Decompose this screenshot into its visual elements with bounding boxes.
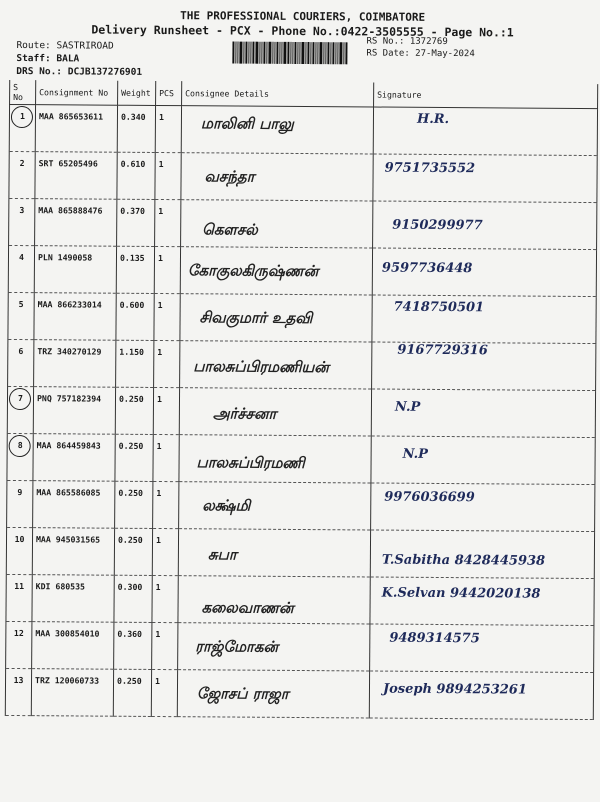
row-pcs: 1 bbox=[153, 434, 179, 481]
table-row bbox=[6, 621, 594, 672]
row-consignee: ஜோசப் ராஜா bbox=[196, 684, 289, 703]
row-consignee: கோகுலகிருஷ்ணன் bbox=[187, 261, 319, 281]
table-row bbox=[8, 292, 596, 343]
table-row bbox=[9, 198, 597, 249]
row-weight: 0.600 bbox=[116, 293, 154, 340]
row-consignee: கலைவாணன் bbox=[201, 598, 294, 617]
row-sno: 9 bbox=[17, 487, 23, 498]
row-signature: K.Selvan 9442020138 bbox=[381, 585, 541, 602]
row-consignment-no: MAA 865888476 bbox=[35, 199, 117, 247]
row-signature: N.P bbox=[394, 399, 421, 415]
row-signature: 9976036699 bbox=[384, 489, 475, 506]
row-consignment-no: MAA 866233014 bbox=[34, 293, 116, 341]
row-consignee: மாலினி பாலு bbox=[200, 114, 294, 133]
row-consignment-no: TRZ 340270129 bbox=[34, 340, 116, 388]
row-weight: 0.250 bbox=[115, 481, 153, 528]
table-row bbox=[9, 151, 597, 202]
row-pcs: 1 bbox=[153, 387, 179, 434]
col-header-weight: Weight bbox=[118, 81, 156, 106]
table-row bbox=[7, 433, 595, 484]
col-header-consignee: Consignee Details bbox=[182, 81, 374, 107]
table-row bbox=[8, 245, 596, 296]
staff-label: Staff: BALA bbox=[16, 53, 80, 65]
row-consignee: சிவகுமார் உதவி bbox=[199, 308, 313, 328]
row-sno: 3 bbox=[19, 205, 25, 216]
row-weight: 0.370 bbox=[117, 199, 155, 246]
row-weight: 0.360 bbox=[114, 622, 152, 669]
row-weight: 0.250 bbox=[114, 528, 152, 575]
row-consignee: ராஜ்மோகன் bbox=[195, 637, 279, 656]
row-consignee: லக்ஷ்மி bbox=[202, 496, 251, 515]
row-weight: 0.250 bbox=[113, 669, 151, 716]
runsheet-title: Delivery Runsheet - PCX - Phone No.:0422-3505555 - Page No.:1 bbox=[91, 22, 514, 40]
col-header-consignment: Consignment No bbox=[36, 80, 118, 105]
row-sno: 6 bbox=[18, 346, 24, 357]
row-pcs: 1 bbox=[154, 246, 180, 293]
row-sno: 5 bbox=[18, 299, 24, 310]
row-signature: Joseph 9894253261 bbox=[382, 681, 527, 698]
rs-date: RS Date: 27-May-2024 bbox=[366, 48, 475, 60]
row-consignee: வசந்தா bbox=[204, 167, 255, 186]
row-weight: 0.250 bbox=[115, 434, 153, 481]
row-consignment-no: PNQ 757182394 bbox=[33, 387, 115, 435]
row-sno: 11 bbox=[14, 581, 25, 592]
barcode bbox=[232, 42, 358, 65]
row-consignment-no: KDI 680535 bbox=[32, 575, 114, 623]
row-signature: 9597736448 bbox=[381, 260, 473, 277]
row-pcs: 1 bbox=[152, 528, 178, 575]
row-pcs: 1 bbox=[152, 575, 178, 622]
row-sno: 13 bbox=[13, 675, 24, 686]
row-consignment-no: MAA 300854010 bbox=[32, 622, 114, 670]
row-signature: 9150299977 bbox=[392, 217, 483, 234]
row-pcs: 1 bbox=[154, 293, 180, 340]
row-pcs: 1 bbox=[155, 199, 181, 246]
row-consignee: அர்ச்சனா bbox=[212, 404, 277, 423]
row-signature: 9489314575 bbox=[389, 630, 480, 647]
row-signature: 7418750501 bbox=[393, 299, 485, 316]
table-row bbox=[6, 527, 594, 578]
drs-number: DRS No.: DCJB137276901 bbox=[16, 66, 143, 78]
row-weight: 0.135 bbox=[116, 246, 154, 293]
rs-number: RS No.: 1372769 bbox=[366, 36, 448, 48]
row-pcs: 1 bbox=[151, 669, 177, 716]
table-row bbox=[9, 104, 597, 155]
row-consignee: சுபா bbox=[207, 545, 237, 564]
table-row bbox=[8, 339, 596, 390]
row-weight: 0.610 bbox=[117, 152, 155, 199]
row-consignment-no: SRT 65205496 bbox=[35, 152, 117, 200]
row-sno: 7 bbox=[18, 393, 24, 404]
row-weight: 0.340 bbox=[117, 105, 155, 152]
row-sno: 12 bbox=[13, 628, 24, 639]
row-signature: T.Sabitha 8428445938 bbox=[381, 552, 546, 569]
company-name: THE PROFESSIONAL COURIERS, COIMBATORE bbox=[180, 9, 426, 24]
row-sno: 1 bbox=[19, 111, 25, 122]
row-consignee: பாலசுப்பிரமணி bbox=[196, 453, 305, 473]
table-row bbox=[6, 574, 594, 625]
row-signature: 9751735552 bbox=[384, 160, 476, 177]
row-sno: 10 bbox=[14, 534, 25, 545]
row-sno: 2 bbox=[19, 158, 25, 169]
row-pcs: 1 bbox=[153, 481, 179, 528]
route-label: Route: SASTRIROAD bbox=[16, 40, 114, 52]
row-pcs: 1 bbox=[155, 105, 181, 152]
row-consignment-no: PLN 1490058 bbox=[34, 246, 116, 294]
row-weight: 0.250 bbox=[115, 387, 153, 434]
col-header-pcs: PCS bbox=[156, 81, 182, 106]
table-row bbox=[5, 668, 593, 719]
row-consignment-no: MAA 865586085 bbox=[33, 481, 115, 529]
row-signature: N.P bbox=[402, 446, 429, 462]
table-row bbox=[7, 480, 595, 531]
row-consignment-no: MAA 865653611 bbox=[35, 105, 117, 153]
row-pcs: 1 bbox=[155, 152, 181, 199]
row-pcs: 1 bbox=[154, 340, 180, 387]
row-sno: 8 bbox=[17, 440, 23, 451]
row-consignment-no: MAA 864459843 bbox=[33, 434, 115, 482]
row-weight: 0.300 bbox=[114, 575, 152, 622]
table-row bbox=[7, 386, 595, 437]
row-pcs: 1 bbox=[152, 622, 178, 669]
row-consignment-no: TRZ 120060733 bbox=[31, 669, 113, 717]
row-weight: 1.150 bbox=[116, 340, 154, 387]
row-consignment-no: MAA 945031565 bbox=[32, 528, 114, 576]
delivery-table bbox=[5, 80, 598, 720]
row-sno: 4 bbox=[18, 252, 24, 263]
row-consignee: பாலசுப்பிரமணியன் bbox=[193, 357, 329, 377]
row-signature: H.R. bbox=[416, 111, 450, 128]
row-consignee: கௌசல் bbox=[202, 220, 258, 239]
col-header-signature: Signature bbox=[374, 83, 598, 109]
col-header-sno: S No bbox=[10, 80, 36, 105]
row-signature: 9167729316 bbox=[397, 342, 488, 359]
